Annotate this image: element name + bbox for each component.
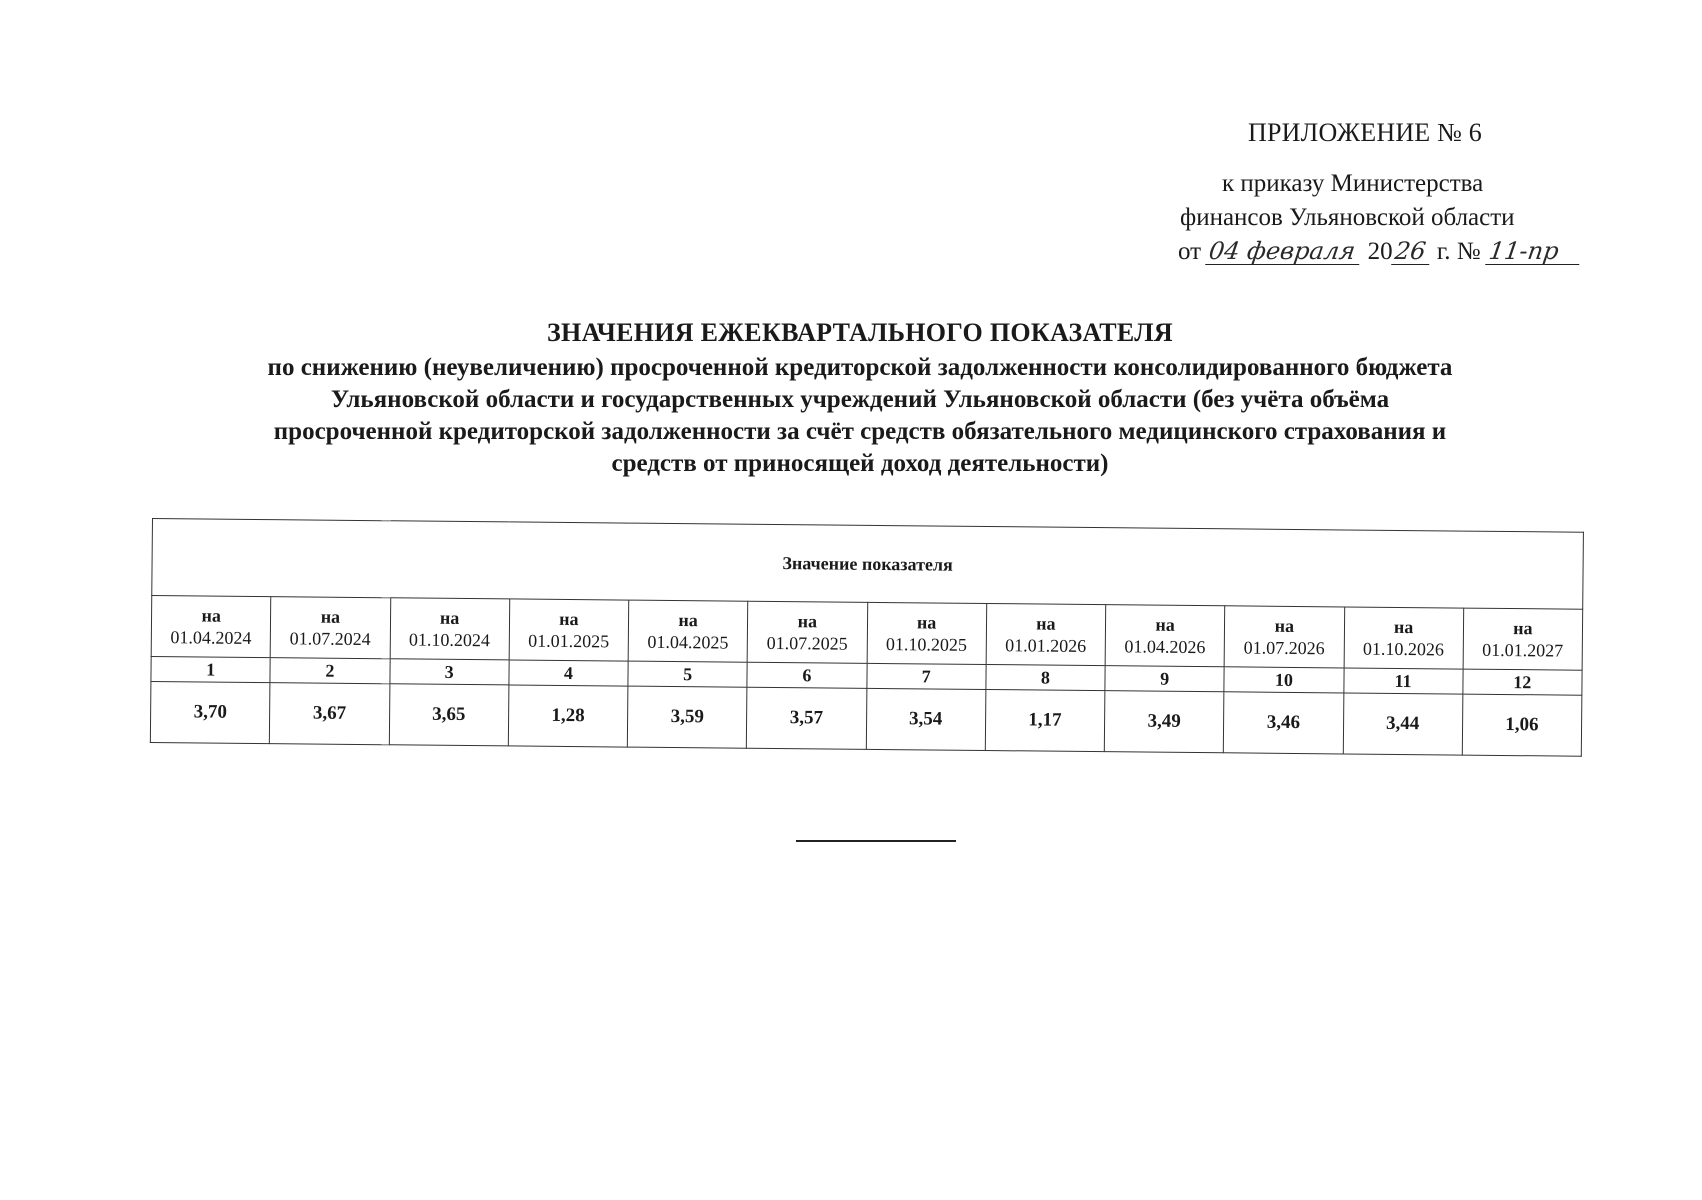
column-index-cell: 9: [1105, 666, 1224, 692]
subtitle-line: просроченной кредиторской задолженности за счёт средств обязательного медицинского страхования и: [273, 418, 1447, 445]
date-prefix-label: на: [1155, 614, 1175, 635]
date-prefix-label: на: [320, 606, 341, 627]
column-index-cell: 4: [509, 660, 628, 686]
indicator-table: [150, 518, 1584, 757]
subtitle-line: средств от приносящей доход деятельности): [611, 450, 1109, 477]
date-label: 01.10.2026: [1362, 638, 1445, 660]
column-index-cell: 5: [628, 661, 747, 687]
indicator-table-wrap: [150, 518, 1584, 757]
indicator-value-cell: 1,06: [1462, 694, 1582, 756]
column-index-cell: 3: [389, 659, 508, 685]
handwritten-order-number: 11-пр: [1485, 239, 1583, 265]
indicator-value-cell: 3,57: [747, 687, 867, 749]
date-header-cell: [747, 601, 867, 663]
date-prefix-label: на: [1274, 615, 1295, 636]
date-header-cell: [509, 599, 629, 661]
table-value-row: [150, 681, 1582, 756]
date-label: 01.07.2024: [289, 628, 371, 650]
appendix-order-line: к приказу Министерства: [1222, 170, 1484, 197]
document-subtitle: [150, 352, 1570, 480]
indicator-value-cell: 1,17: [985, 690, 1105, 752]
indicator-value-cell: 3,70: [150, 681, 270, 743]
date-prefix-label: на: [1393, 616, 1414, 638]
date-header-cell: [986, 604, 1106, 666]
date-label: 01.04.2026: [1124, 636, 1206, 658]
indicator-value-cell: 3,59: [627, 686, 747, 748]
date-label: 01.01.2027: [1482, 639, 1564, 661]
year-prefix: 20: [1367, 238, 1393, 265]
date-header-cell: [1344, 607, 1464, 669]
indicator-value-cell: 3,49: [1104, 691, 1224, 753]
indicator-value-cell: 1,28: [508, 685, 628, 747]
date-prefix-label: на: [439, 607, 460, 628]
column-index-cell: 12: [1463, 669, 1582, 695]
date-header-cell: [270, 597, 390, 659]
date-label: 01.07.2026: [1243, 637, 1325, 659]
handwritten-date: 04 февраля: [1206, 239, 1364, 265]
date-label: 01.01.2026: [1005, 635, 1087, 656]
column-index-cell: 6: [747, 662, 866, 688]
subtitle-line: по снижению (неувеличению) просроченной кредиторской задолженности консолидированного бюджета: [267, 354, 1453, 381]
appendix-ministry-line: финансов Ульяновской области: [1180, 204, 1515, 231]
date-label: 01.07.2025: [766, 632, 848, 654]
date-header-cell: [151, 596, 271, 658]
date-header-cell: [867, 602, 987, 664]
indicator-value-cell: 3,67: [270, 683, 390, 745]
end-of-document-line: [796, 840, 956, 842]
column-index-cell: 7: [866, 663, 985, 689]
date-label: 01.10.2025: [885, 634, 968, 655]
column-index-cell: 2: [270, 658, 389, 684]
document-title: ЗНАЧЕНИЯ ЕЖЕКВАРТАЛЬНОГО ПОКАЗАТЕЛЯ: [547, 318, 1173, 347]
date-prefix-label: на: [1513, 618, 1533, 639]
date-label: 01.01.2025: [528, 630, 610, 652]
subtitle-line: Ульяновской области и государственных учреждений Ульяновской области (без учёта объёма: [330, 386, 1390, 413]
date-header-cell: [628, 600, 748, 662]
date-prefix-label: на: [916, 612, 937, 633]
indicator-value-cell: 3,54: [866, 688, 986, 750]
column-index-cell: 8: [986, 665, 1105, 691]
date-header-cell: [1224, 606, 1344, 668]
indicator-value-cell: 3,65: [389, 684, 509, 746]
indicator-value-cell: 3,44: [1343, 693, 1463, 755]
column-index-cell: 1: [151, 656, 270, 682]
handwritten-year: 26: [1391, 239, 1433, 265]
date-prefix-label: на: [201, 605, 221, 626]
date-prefix-label: на: [559, 608, 579, 630]
appendix-date-number-line: [1178, 238, 1581, 266]
appendix-title: ПРИЛОЖЕНИЕ № 6: [1248, 118, 1482, 147]
document-title-block: [150, 318, 1570, 480]
date-header-cell: [390, 598, 510, 660]
date-prefix: от: [1178, 238, 1202, 265]
date-prefix-label: на: [678, 610, 698, 631]
date-header-cell: [1463, 608, 1583, 670]
indicator-value-cell: 3,46: [1224, 692, 1344, 754]
column-index-cell: 10: [1224, 667, 1343, 693]
table-header-indicator-value: Значение показателя: [152, 519, 1584, 610]
date-prefix-label: на: [1036, 613, 1056, 634]
date-label: 01.04.2025: [647, 631, 729, 653]
date-header-cell: [1105, 605, 1225, 667]
date-prefix-label: на: [797, 611, 818, 632]
number-prefix: г. №: [1436, 238, 1481, 265]
column-index-cell: 11: [1343, 668, 1462, 694]
date-label: 01.10.2024: [408, 629, 491, 651]
date-label: 01.04.2024: [170, 627, 252, 648]
